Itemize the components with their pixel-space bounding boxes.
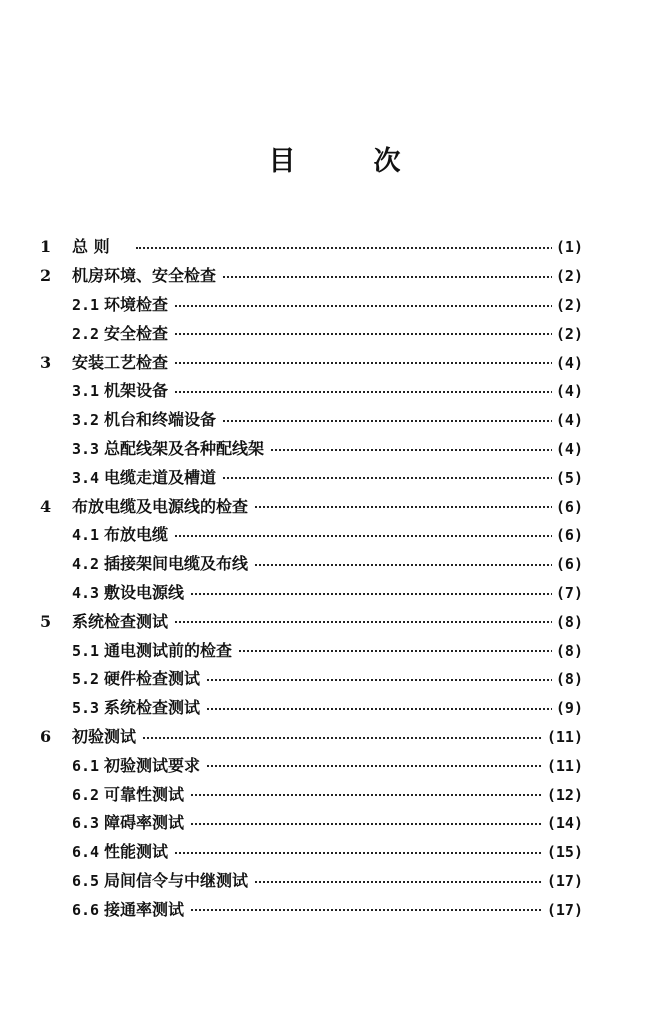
toc-entry-title: 性能测试	[104, 842, 174, 862]
toc-entry-title: 敷设电源线	[104, 583, 190, 603]
toc-entry-number: 5.2	[72, 670, 100, 689]
toc-entry-title: 总 则	[72, 237, 116, 257]
toc-entry-title: 可靠性测试	[104, 785, 190, 805]
toc-dot-leader	[136, 247, 573, 249]
toc-section-entry[interactable]	[0, 406, 669, 435]
toc-entry-title: 接通率测试	[104, 900, 190, 920]
toc-entry-page: (8)	[552, 641, 583, 661]
toc-chapter-entry[interactable]	[0, 723, 669, 752]
toc-entry-number: 4	[40, 496, 52, 516]
toc-entry-title: 初验测试要求	[104, 756, 206, 776]
toc-entry-title: 局间信令与中继测试	[104, 871, 254, 891]
toc-dot-leader	[136, 391, 573, 393]
toc-entry-title: 机台和终端设备	[104, 410, 222, 430]
toc-entry-page: (7)	[552, 583, 583, 603]
toc-entry-page: (17)	[543, 871, 583, 891]
page-title-char: 目	[268, 146, 296, 177]
toc-entry-number: 5.3	[72, 699, 100, 718]
toc-entry-number: 3.1	[72, 382, 100, 401]
toc-entry-page: (12)	[543, 785, 583, 805]
table-of-contents	[0, 233, 669, 924]
toc-entry-number: 3	[40, 352, 52, 372]
toc-entry-page: (6)	[552, 554, 583, 574]
toc-chapter-entry[interactable]	[0, 348, 669, 377]
toc-entry-number: 6.5	[72, 871, 100, 890]
toc-section-entry[interactable]	[0, 291, 669, 320]
toc-section-entry[interactable]	[0, 694, 669, 723]
toc-entry-page: (9)	[552, 698, 583, 718]
toc-entry-page: (5)	[552, 468, 583, 488]
toc-entry-page: (14)	[543, 813, 583, 833]
toc-entry-page: (11)	[543, 756, 583, 776]
toc-entry-title: 初验测试	[72, 727, 142, 747]
toc-entry-page: (2)	[552, 266, 583, 286]
toc-entry-page: (17)	[543, 900, 583, 920]
toc-entry-page: (6)	[552, 497, 583, 517]
toc-entry-number: 6.1	[72, 756, 100, 775]
toc-entry-number: 4.2	[72, 555, 100, 574]
toc-section-entry[interactable]	[0, 636, 669, 665]
toc-entry-page: (8)	[552, 669, 583, 689]
toc-dot-leader	[136, 621, 573, 623]
toc-entry-number: 6.6	[72, 900, 100, 919]
toc-entry-title: 电缆走道及槽道	[104, 468, 222, 488]
toc-dot-leader	[136, 852, 573, 854]
toc-entry-title: 安装工艺检查	[72, 353, 174, 373]
toc-section-entry[interactable]	[0, 319, 669, 348]
toc-entry-number: 4.3	[72, 583, 100, 602]
toc-dot-leader	[136, 823, 573, 825]
toc-entry-title: 机房环境、安全检查	[72, 266, 222, 286]
toc-section-entry[interactable]	[0, 463, 669, 492]
toc-entry-page: (6)	[552, 525, 583, 545]
toc-entry-title: 环境检查	[104, 295, 174, 315]
toc-entry-number: 2.2	[72, 324, 100, 343]
toc-entry-title: 障碍率测试	[104, 813, 190, 833]
toc-dot-leader	[136, 794, 573, 796]
toc-entry-number: 6	[40, 726, 52, 746]
toc-entry-title: 布放电缆及电源线的检查	[72, 497, 254, 517]
toc-entry-title: 布放电缆	[104, 525, 174, 545]
toc-entry-title: 硬件检查测试	[104, 669, 206, 689]
toc-entry-title: 总配线架及各种配线架	[104, 439, 270, 459]
toc-entry-number: 5	[40, 611, 52, 631]
toc-entry-number: 3.3	[72, 439, 100, 458]
toc-section-entry[interactable]	[0, 780, 669, 809]
toc-entry-page: (2)	[552, 324, 583, 344]
toc-entry-number: 6.4	[72, 843, 100, 862]
toc-entry-number: 3.4	[72, 468, 100, 487]
toc-section-entry[interactable]	[0, 809, 669, 838]
toc-entry-number: 2	[40, 266, 52, 286]
toc-entry-title: 插接架间电缆及布线	[104, 554, 254, 574]
toc-section-entry[interactable]	[0, 751, 669, 780]
toc-dot-leader	[136, 535, 573, 537]
toc-section-entry[interactable]	[0, 895, 669, 924]
toc-entry-page: (4)	[552, 353, 583, 373]
toc-section-entry[interactable]	[0, 579, 669, 608]
toc-chapter-entry[interactable]	[0, 233, 669, 262]
toc-entry-number: 6.2	[72, 785, 100, 804]
toc-entry-title: 安全检查	[104, 324, 174, 344]
toc-entry-page: (4)	[552, 410, 583, 430]
toc-chapter-entry[interactable]	[0, 492, 669, 521]
page-title-char: 次	[373, 146, 401, 177]
toc-dot-leader	[136, 737, 573, 739]
toc-section-entry[interactable]	[0, 435, 669, 464]
toc-entry-title: 系统检查测试	[72, 612, 174, 632]
toc-entry-number: 3.2	[72, 411, 100, 430]
toc-entry-page: (2)	[552, 295, 583, 315]
toc-section-entry[interactable]	[0, 550, 669, 579]
toc-entry-title: 系统检查测试	[104, 698, 206, 718]
toc-entry-title: 机架设备	[104, 381, 174, 401]
toc-entry-page: (4)	[552, 381, 583, 401]
toc-section-entry[interactable]	[0, 665, 669, 694]
toc-dot-leader	[136, 362, 573, 364]
toc-entry-title: 通电测试前的检查	[104, 641, 238, 661]
toc-section-entry[interactable]	[0, 377, 669, 406]
toc-entry-number: 1	[40, 237, 52, 257]
toc-entry-number: 6.3	[72, 814, 100, 833]
toc-entry-page: (4)	[552, 439, 583, 459]
toc-entry-page: (15)	[543, 842, 583, 862]
toc-section-entry[interactable]	[0, 521, 669, 550]
toc-chapter-entry[interactable]	[0, 607, 669, 636]
page-title	[0, 144, 669, 180]
toc-dot-leader	[136, 305, 573, 307]
toc-entry-page: (1)	[552, 237, 583, 257]
toc-chapter-entry[interactable]	[0, 262, 669, 291]
toc-dot-leader	[136, 333, 573, 335]
toc-entry-page: (11)	[543, 727, 583, 747]
toc-section-entry[interactable]	[0, 867, 669, 896]
toc-section-entry[interactable]	[0, 838, 669, 867]
toc-entry-number: 4.1	[72, 526, 100, 545]
toc-dot-leader	[136, 593, 573, 595]
toc-entry-page: (8)	[552, 612, 583, 632]
toc-dot-leader	[136, 909, 573, 911]
toc-entry-number: 5.1	[72, 641, 100, 660]
toc-entry-number: 2.1	[72, 295, 100, 314]
